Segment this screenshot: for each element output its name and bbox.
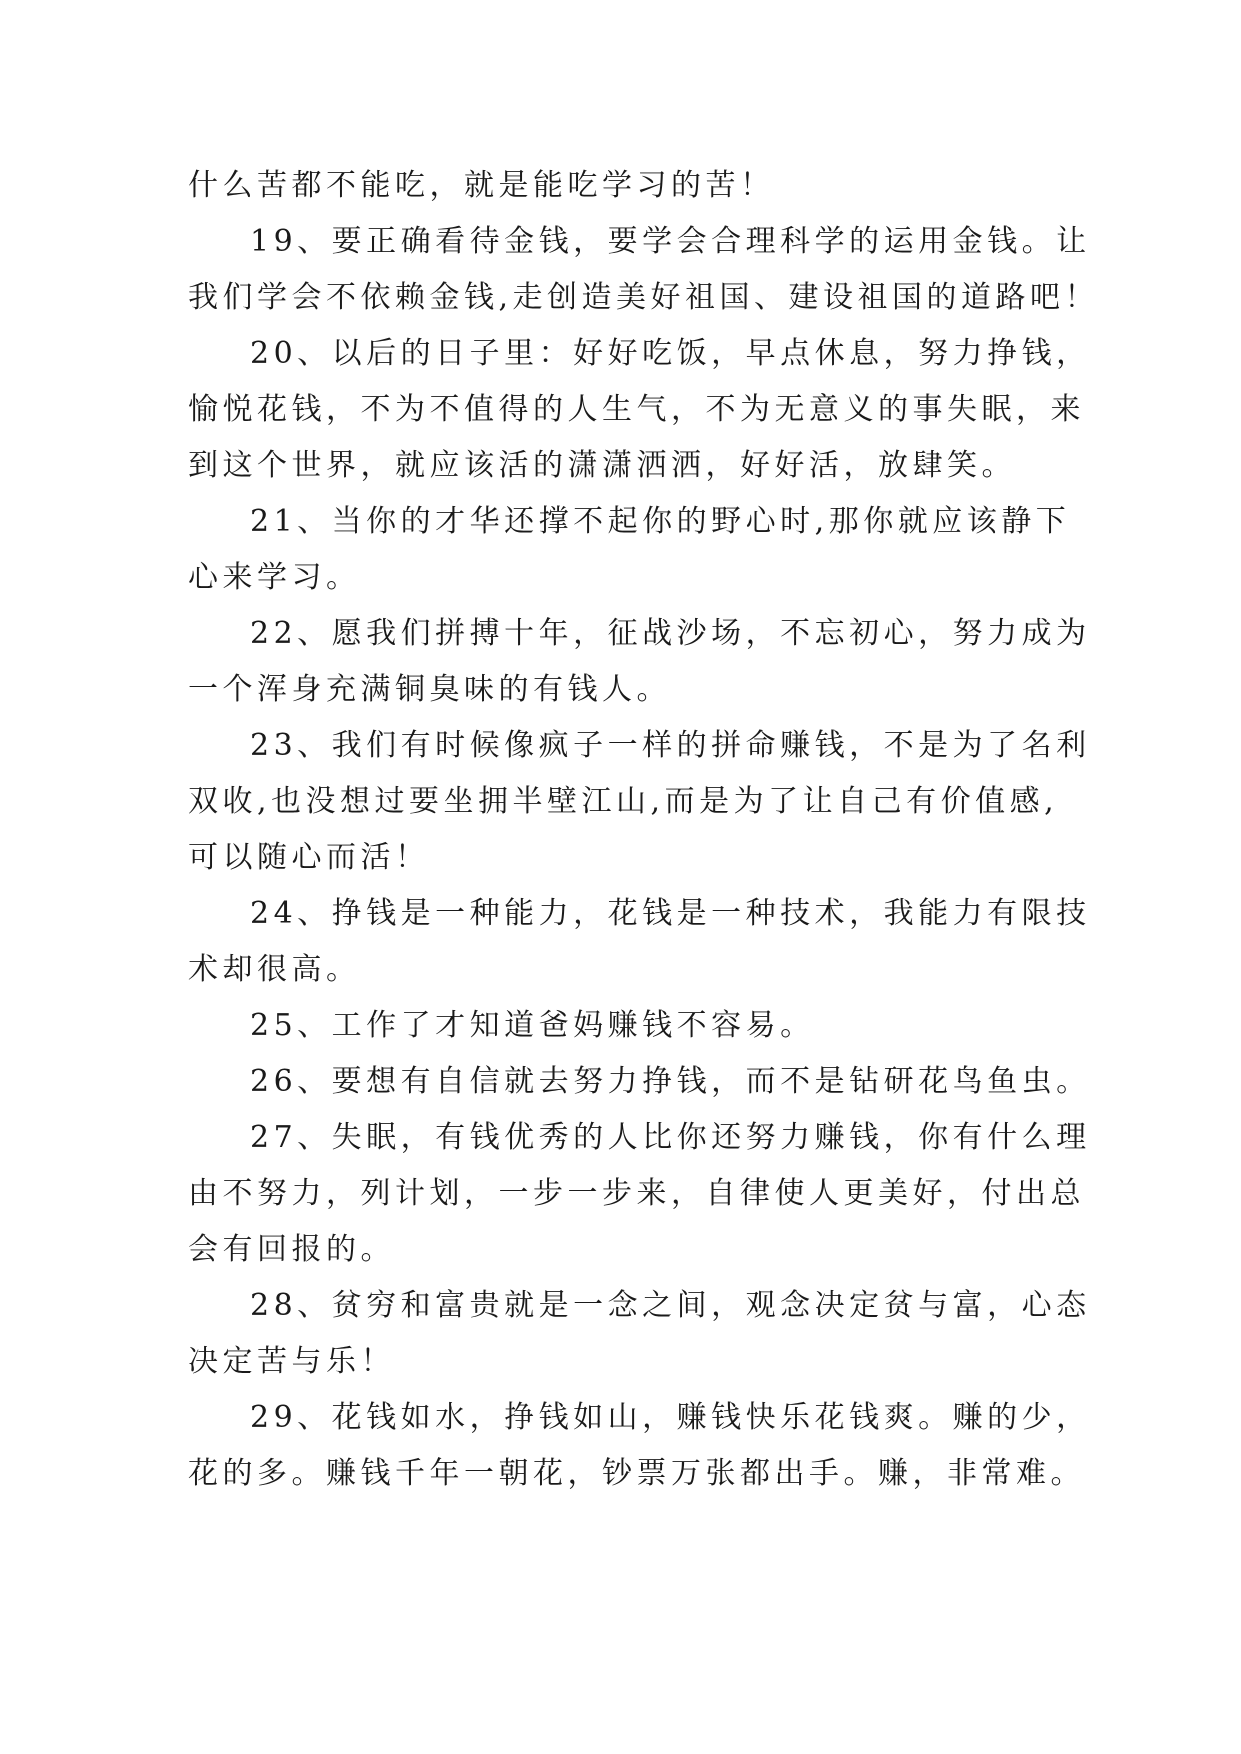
text-line: 28、贫穷和富贵就是一念之间，观念决定贫与富，心态 bbox=[250, 1288, 1091, 1323]
text-line: 25、工作了才知道爸妈赚钱不容易。 bbox=[250, 1008, 815, 1043]
text-line: 一个浑身充满铜臭味的有钱人。 bbox=[188, 672, 671, 707]
text-line: 双收,也没想过要坐拥半壁江山,而是为了让自己有价值感, bbox=[188, 784, 1059, 819]
text-line: 决定苦与乐！ bbox=[188, 1344, 395, 1379]
text-line: 21、当你的才华还撑不起你的野心时,那你就应该静下 bbox=[250, 504, 1071, 539]
text-line: 可以随心而活！ bbox=[188, 840, 430, 875]
text-line: 我们学会不依赖金钱,走创造美好祖国、建设祖国的道路吧！ bbox=[188, 280, 1100, 315]
text-line: 23、我们有时候像疯子一样的拼命赚钱，不是为了名利 bbox=[250, 728, 1091, 763]
text-line: 会有回报的。 bbox=[188, 1232, 395, 1267]
text-line: 24、挣钱是一种能力，花钱是一种技术，我能力有限技 bbox=[250, 896, 1091, 931]
document-page bbox=[188, 158, 1100, 1502]
text-line: 术却很高。 bbox=[188, 952, 361, 987]
text-line: 29、花钱如水，挣钱如山，赚钱快乐花钱爽。赚的少， bbox=[250, 1400, 1091, 1435]
text-line: 22、愿我们拼搏十年，征战沙场，不忘初心，努力成为 bbox=[250, 616, 1091, 651]
text-line: 什么苦都不能吃，就是能吃学习的苦！ bbox=[188, 168, 775, 203]
text-line: 心来学习。 bbox=[188, 560, 361, 595]
text-line: 19、要正确看待金钱，要学会合理科学的运用金钱。让 bbox=[250, 224, 1091, 259]
text-line: 愉悦花钱，不为不值得的人生气，不为无意义的事失眠，来 bbox=[188, 392, 1085, 427]
text-line: 20、以后的日子里：好好吃饭，早点休息，努力挣钱， bbox=[250, 336, 1091, 371]
text-line: 花的多。赚钱千年一朝花，钞票万张都出手。赚，非常难。 bbox=[188, 1456, 1085, 1491]
text-line: 27、失眠，有钱优秀的人比你还努力赚钱，你有什么理 bbox=[250, 1120, 1091, 1155]
text-line: 到这个世界，就应该活的潇潇洒洒，好好活，放肆笑。 bbox=[188, 448, 1016, 483]
text-line: 由不努力，列计划，一步一步来，自律使人更美好，付出总 bbox=[188, 1176, 1085, 1211]
text-line: 26、要想有自信就去努力挣钱，而不是钻研花鸟鱼虫。 bbox=[250, 1064, 1091, 1099]
